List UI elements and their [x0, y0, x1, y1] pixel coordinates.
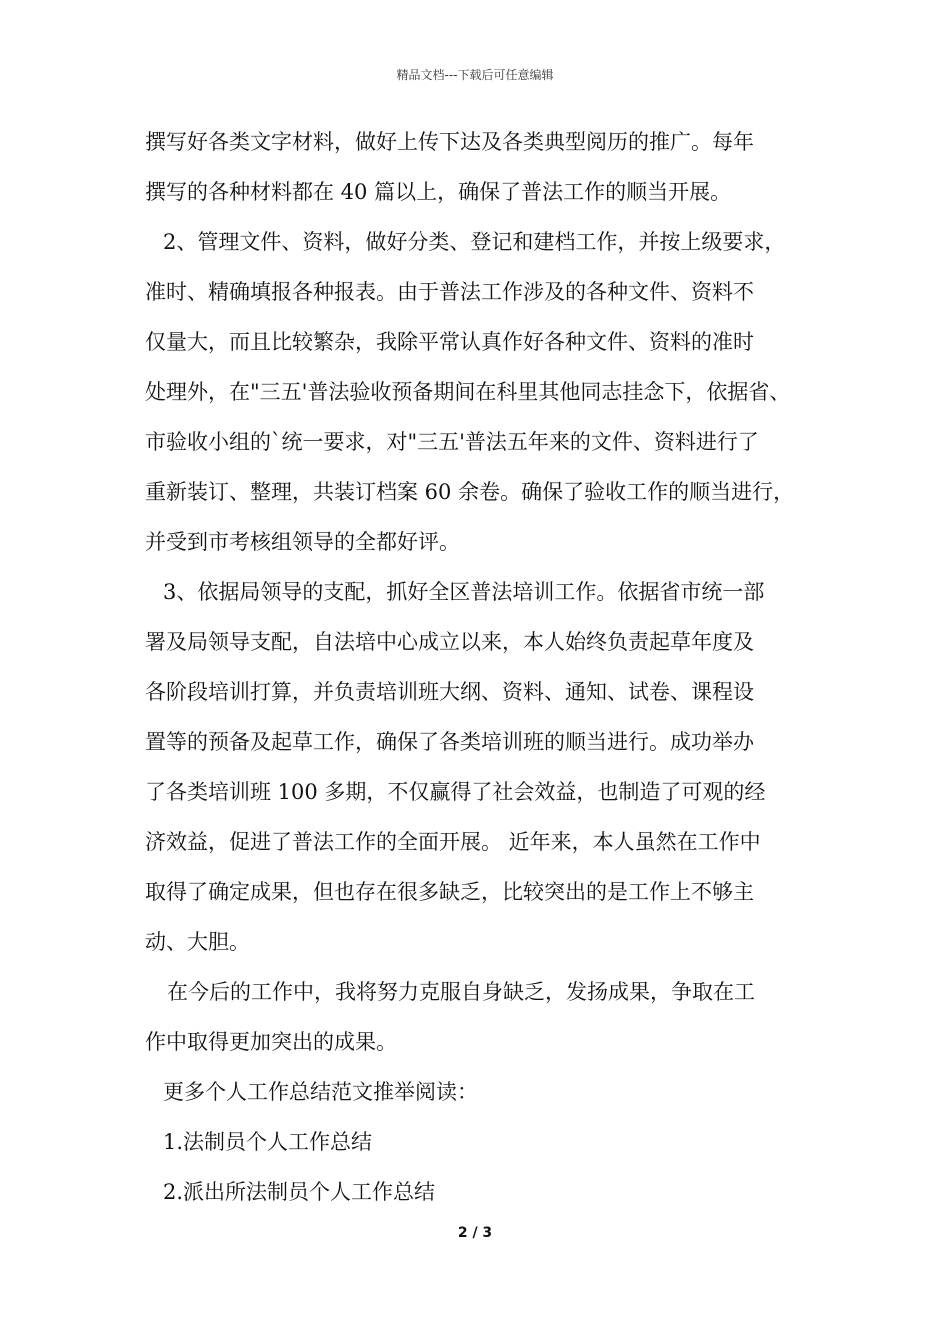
paragraph-line: 署及局领导支配，自法培中心成立以来，本人始终负责起草年度及	[145, 630, 754, 654]
list-item: 1.法制员个人工作总结	[163, 1130, 373, 1154]
paragraph-line: 市验收小组的`统一要求，对"三五'普法五年来的文件、资料进行了	[145, 430, 759, 454]
paragraph-line: 作中取得更加突出的成果。	[145, 1030, 397, 1054]
paragraph-line: 置等的预备及起草工作，确保了各类培训班的顺当进行。成功举办	[145, 730, 754, 754]
paragraph-line: 撰写好各类文字材料，做好上传下达及各类典型阅历的推广。每年	[145, 130, 754, 154]
paragraph-line: 了各类培训班 100 多期，不仅赢得了社会效益，也制造了可观的经	[145, 780, 766, 804]
paragraph-line: 2、管理文件、资料，做好分类、登记和建档工作，并按上级要求，	[163, 230, 786, 254]
paragraph-line: 动、大胆。	[145, 930, 250, 954]
paragraph-line: 仅量大，而且比较繁杂，我除平常认真作好各种文件、资料的准时	[145, 330, 754, 354]
paragraph-line: 重新装订、整理，共装订档案 60 余卷。确保了验收工作的顺当进行，	[145, 480, 795, 504]
paragraph-line: 并受到市考核组领导的全都好评。	[145, 530, 460, 554]
paragraph-line: 济效益，促进了普法工作的全面开展。 近年来，本人虽然在工作中	[145, 830, 761, 854]
paragraph-line: 取得了确定成果，但也存在很多缺乏，比较突出的是工作上不够主	[145, 880, 754, 904]
list-item: 2.派出所法制员个人工作总结	[163, 1180, 436, 1204]
paragraph-line: 更多个人工作总结范文推举阅读：	[163, 1080, 478, 1104]
paragraph-line: 撰写的各种材料都在 40 篇以上，确保了普法工作的顺当开展。	[145, 180, 732, 204]
paragraph-line: 准时、精确填报各种报表。由于普法工作涉及的各种文件、资料不	[145, 280, 754, 304]
page-number: 2 / 3	[457, 1225, 493, 1241]
paragraph-line: 各阶段培训打算，并负责培训班大纲、资料、通知、试卷、课程设	[145, 680, 754, 704]
paragraph-line: 3、依据局领导的支配，抓好全区普法培训工作。依据省市统一部	[163, 580, 765, 604]
page-header: 精品文档---下载后可任意编辑	[396, 68, 554, 82]
paragraph-line: 在今后的工作中，我将努力克服自身缺乏，发扬成果，争取在工	[167, 980, 755, 1004]
paragraph-line: 处理外，在"三五'普法验收预备期间在科里其他同志挂念下，依据省、	[145, 380, 791, 404]
